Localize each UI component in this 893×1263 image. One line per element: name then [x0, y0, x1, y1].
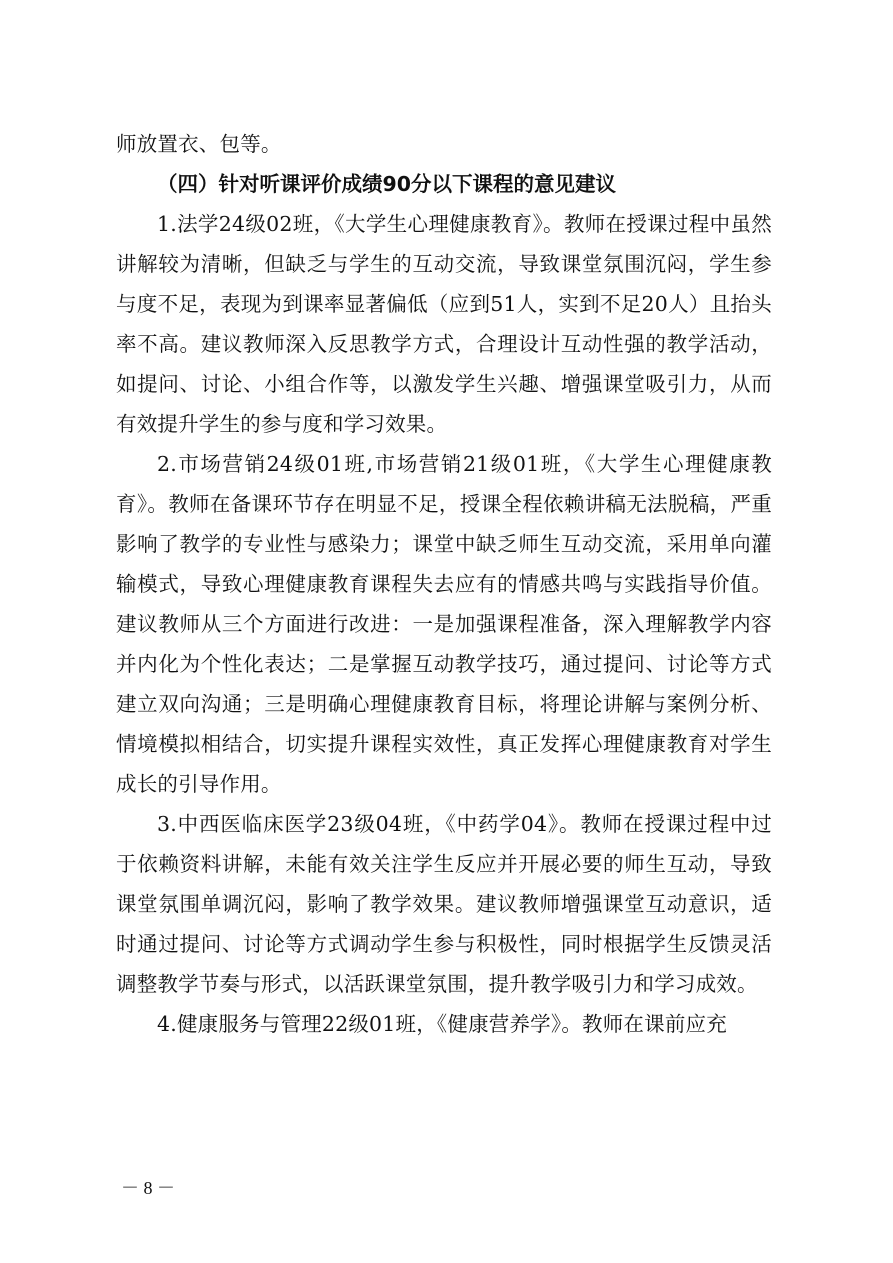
section-heading: （四）针对听课评价成绩90分以下课程的意见建议 [157, 172, 617, 196]
paragraph-item-2: 2.市场营销24级01班,市场营销21级01班，《大学生心理健康教育》。教师在备课环节存在明显不足，授课全程依赖讲稿无法脱稿，严重影响了教学的专业性与感染力；课堂中缺乏师生互动交流，采用单向灌输模式，导致心理健康教育课程失去应有的情感共鸣与实践指导价值。建议教师从三个方面进行改进：一是加强课程准备，深入理解教学内容并内化为个性化表达；二是掌握互动教学技巧，通过提问、讨论等方式建立双向沟通；三是明确心理健康教育目标，将理论讲解与案例分析、情境模拟相结合，切实提升课程实效性，真正发挥心理健康教育对学生成长的引导作用。 [116, 452, 772, 796]
page-number: － 8 － [121, 1178, 175, 1198]
document-body [116, 124, 772, 1044]
paragraph-continuation: 师放置衣、包等。 [116, 132, 282, 156]
paragraph-item-1: 1.法学24级02班，《大学生心理健康教育》。教师在授课过程中虽然讲解较为清晰，但缺乏与学生的互动交流，导致课堂氛围沉闷，学生参与度不足，表现为到课率显著偏低（应到51人，实到不足20人）且抬头率不高。建议教师深入反思教学方式，合理设计互动性强的教学活动，如提问、讨论、小组合作等，以激发学生兴趣、增强课堂吸引力，从而有效提升学生的参与度和学习效果。 [116, 212, 772, 436]
paragraph-item-3: 3.中西医临床医学23级04班，《中药学04》。教师在授课过程中过于依赖资料讲解，未能有效关注学生反应并开展必要的师生互动，导致课堂氛围单调沉闷，影响了教学效果。建议教师增强课堂互动意识，适时通过提问、讨论等方式调动学生参与积极性，同时根据学生反馈灵活调整教学节奏与形式，以活跃课堂氛围，提升教学吸引力和学习成效。 [116, 812, 772, 996]
paragraph-item-4: 4.健康服务与管理22级01班，《健康营养学》。教师在课前应充 [157, 1012, 727, 1036]
